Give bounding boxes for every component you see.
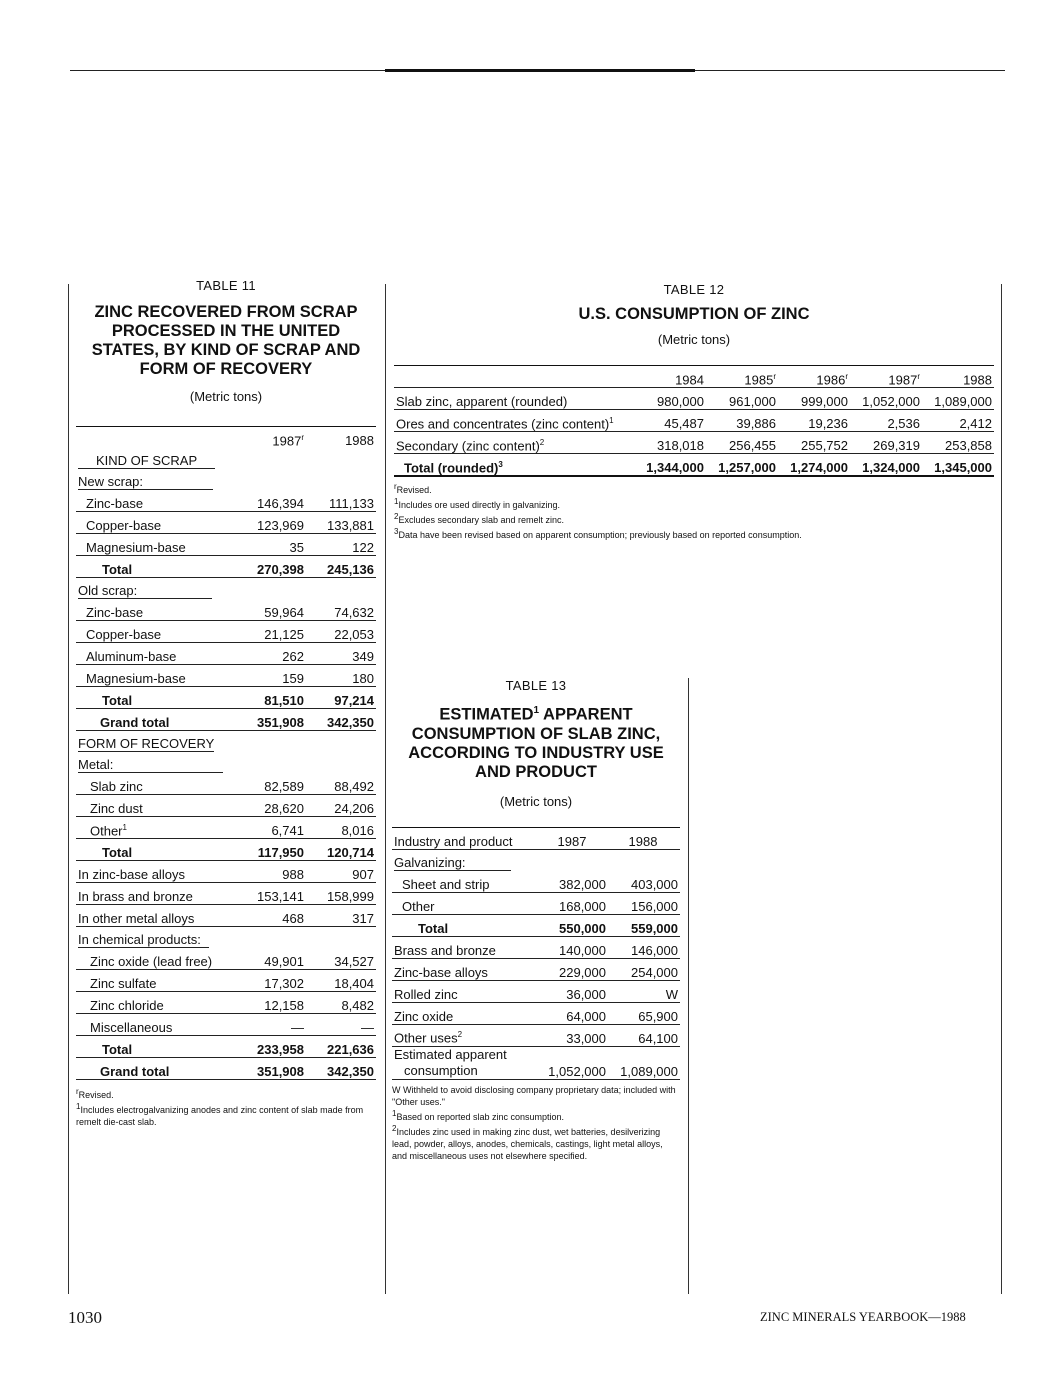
cell-value: 550,000 bbox=[538, 914, 608, 936]
column-divider-table13 bbox=[688, 678, 689, 1294]
cell-value: 17,302 bbox=[234, 970, 306, 992]
table-row bbox=[76, 643, 376, 665]
row-label: Slab zinc bbox=[76, 773, 234, 795]
cell-value: 111,133 bbox=[306, 490, 376, 512]
table-row bbox=[76, 861, 376, 883]
row-label: Total bbox=[76, 556, 234, 578]
row-label: Grand total bbox=[76, 709, 234, 731]
cell-value: 45,487 bbox=[634, 410, 706, 432]
cell-value: 153,141 bbox=[234, 883, 306, 905]
section-header: Metal: bbox=[76, 752, 376, 773]
section-header: In chemical products: bbox=[76, 927, 376, 949]
footnote-2: $^2$Includes zinc used in making zinc dust, wet batteries, desilverizing lead, powder, alloys, anodes, chemicals, castings, light metal alloys, and miscellaneous uses not elsewhere specified. bbox=[392, 1123, 663, 1161]
table-row bbox=[76, 599, 376, 621]
table-row bbox=[76, 512, 376, 534]
table-row bbox=[76, 883, 376, 905]
row-label: Zinc-base alloys bbox=[392, 958, 538, 980]
cell-value: 180 bbox=[306, 665, 376, 687]
table-number: TABLE 13 bbox=[505, 678, 567, 693]
col-header: 1988 bbox=[922, 366, 994, 388]
row-label: Magnesium-base bbox=[76, 534, 234, 556]
table-row bbox=[76, 817, 376, 839]
cell-value: 233,958 bbox=[234, 1036, 306, 1058]
row-label: Zinc chloride bbox=[76, 992, 234, 1014]
row-label: Slab zinc, apparent (rounded) bbox=[394, 388, 634, 410]
footnote-1: $^1$Includes ore used directly in galvanizing. bbox=[394, 497, 561, 510]
cell-value: 254,000 bbox=[608, 958, 680, 980]
cell-value: 269,319 bbox=[850, 432, 922, 454]
row-label: Zinc oxide (lead free) bbox=[76, 948, 234, 970]
row-label: Brass and bronze bbox=[392, 936, 538, 958]
cell-value: 74,632 bbox=[306, 599, 376, 621]
cell-value: 88,492 bbox=[306, 773, 376, 795]
cell-value: 351,908 bbox=[234, 1058, 306, 1080]
row-label: Total bbox=[76, 687, 234, 709]
cell-value: 2,412 bbox=[922, 410, 994, 432]
cell-value: 403,000 bbox=[608, 871, 680, 893]
col-header: 1984 bbox=[634, 366, 706, 388]
cell-value: 256,455 bbox=[706, 432, 778, 454]
cell-value: 35 bbox=[234, 534, 306, 556]
row-label: In other metal alloys bbox=[76, 905, 234, 927]
cell-value: 34,527 bbox=[306, 948, 376, 970]
table-row bbox=[392, 980, 680, 1002]
table-row bbox=[76, 773, 376, 795]
grand-total-row bbox=[76, 709, 376, 731]
cell-value: 81,510 bbox=[234, 687, 306, 709]
table-row bbox=[392, 871, 680, 893]
table-body bbox=[392, 828, 680, 1080]
row-label: Miscellaneous bbox=[76, 1014, 234, 1036]
cell-value: 8,482 bbox=[306, 992, 376, 1014]
table-13 bbox=[392, 678, 680, 1162]
cell-value: 123,969 bbox=[234, 512, 306, 534]
table-row bbox=[394, 432, 994, 454]
row-label: Total bbox=[76, 1036, 234, 1058]
table-row bbox=[76, 490, 376, 512]
cell-value: 961,000 bbox=[706, 388, 778, 410]
cell-value: 133,881 bbox=[306, 512, 376, 534]
row-label: Zinc-base bbox=[76, 599, 234, 621]
row-label: Zinc oxide bbox=[392, 1002, 538, 1024]
row-label: In zinc-base alloys bbox=[76, 861, 234, 883]
top-rule-heavy bbox=[385, 69, 695, 72]
cell-value: 318,018 bbox=[634, 432, 706, 454]
section-header: Old scrap: bbox=[76, 578, 376, 600]
row-label: In brass and bronze bbox=[76, 883, 234, 905]
footnote-revised: $^r$Revised. bbox=[394, 482, 432, 495]
table-row bbox=[76, 1014, 376, 1036]
row-label: Grand total bbox=[76, 1058, 234, 1080]
section-header: New scrap: bbox=[76, 469, 376, 490]
cell-value: 140,000 bbox=[538, 936, 608, 958]
cell-value: 146,394 bbox=[234, 490, 306, 512]
table-number: TABLE 11 bbox=[196, 278, 256, 293]
table-row bbox=[76, 992, 376, 1014]
table-row bbox=[76, 905, 376, 927]
table-row bbox=[76, 970, 376, 992]
table-units: (Metric tons) bbox=[657, 332, 731, 347]
table-body bbox=[394, 366, 994, 477]
column-divider-left bbox=[68, 284, 69, 1294]
cell-value: 82,589 bbox=[234, 773, 306, 795]
cell-value: 117,950 bbox=[234, 839, 306, 861]
running-title: ZINC MINERALS YEARBOOK—1988 bbox=[760, 1310, 966, 1324]
row-label: Other bbox=[392, 892, 538, 914]
page-number: 1030 bbox=[68, 1308, 102, 1327]
cell-value: 39,886 bbox=[706, 410, 778, 432]
cell-value: 999,000 bbox=[778, 388, 850, 410]
footnote-w: W Withheld to avoid disclosing company proprietary data; included with "Other uses." bbox=[392, 1084, 676, 1107]
cell-value: 342,350 bbox=[306, 1058, 376, 1080]
cell-value: 351,908 bbox=[234, 709, 306, 731]
cell-value: 36,000 bbox=[538, 980, 608, 1002]
row-label: Zinc-base bbox=[76, 490, 234, 512]
table-row bbox=[76, 665, 376, 687]
cell-value: 262 bbox=[234, 643, 306, 665]
cell-value: 349 bbox=[306, 643, 376, 665]
grand-total-row bbox=[76, 1058, 376, 1080]
cell-value: 168,000 bbox=[538, 892, 608, 914]
row-label: Ores and concentrates (zinc content)$^1$ bbox=[394, 410, 634, 432]
cell-value: 24,206 bbox=[306, 795, 376, 817]
table-row bbox=[392, 1002, 680, 1024]
footnotes bbox=[392, 1084, 680, 1162]
table-row bbox=[392, 892, 680, 914]
header-row: Industry and product 1987 1988 bbox=[392, 828, 680, 850]
footnote-3: $^3$Data have been revised based on apparent consumption; previously based on reported consumption. bbox=[394, 527, 802, 540]
cell-value: 97,214 bbox=[306, 687, 376, 709]
cell-value: 120,714 bbox=[306, 839, 376, 861]
cell-value: 468 bbox=[234, 905, 306, 927]
section-header: Galvanizing: bbox=[392, 849, 680, 871]
cell-value: 122 bbox=[306, 534, 376, 556]
row-label: Total (rounded)$^3$ bbox=[394, 454, 634, 477]
cell-value: 1,257,000 bbox=[706, 454, 778, 477]
cell-value: 907 bbox=[306, 861, 376, 883]
column-divider-right bbox=[1001, 284, 1002, 1294]
cell-value: 253,858 bbox=[922, 432, 994, 454]
cell-value: 2,536 bbox=[850, 410, 922, 432]
cell-value: 1,089,000 bbox=[608, 1046, 680, 1079]
table-row bbox=[392, 1024, 680, 1046]
row-label: Secondary (zinc content)$^2$ bbox=[394, 432, 634, 454]
table-title: ZINC RECOVERED FROM SCRAP PROCESSED IN THE UNITED STATES, BY KIND OF SCRAP AND FORM OF RECOVERY bbox=[91, 303, 361, 378]
col-header: 1988 bbox=[345, 433, 374, 448]
col-header: 1987$^r$ bbox=[272, 432, 304, 448]
footnotes bbox=[394, 481, 994, 541]
column-divider-middle bbox=[385, 284, 386, 1294]
section-header: FORM OF RECOVERY bbox=[78, 736, 215, 751]
col-header: 1987$^r$ bbox=[850, 366, 922, 388]
cell-value: 8,016 bbox=[306, 817, 376, 839]
cell-value: 1,274,000 bbox=[778, 454, 850, 477]
row-label: Total bbox=[76, 839, 234, 861]
table-row bbox=[76, 948, 376, 970]
cell-value: 317 bbox=[306, 905, 376, 927]
cell-value: 19,236 bbox=[778, 410, 850, 432]
footnote-2: $^2$Excludes secondary slab and remelt zinc. bbox=[394, 512, 565, 525]
footnote-1: $^1$Based on reported slab zinc consumption. bbox=[392, 1108, 565, 1122]
cell-value: 49,901 bbox=[234, 948, 306, 970]
cell-value: 22,053 bbox=[306, 621, 376, 643]
table-title: ESTIMATED$^1$ APPARENT CONSUMPTION OF SLAB ZINC, ACCORDING TO INDUSTRY USE AND PRODUCT bbox=[408, 705, 664, 781]
cell-value: 1,052,000 bbox=[538, 1046, 608, 1079]
table-11 bbox=[76, 278, 376, 1128]
cell-value: 988 bbox=[234, 861, 306, 883]
cell-value: 1,089,000 bbox=[922, 388, 994, 410]
row-label: Other uses$^2$ bbox=[392, 1024, 538, 1046]
cell-value: 33,000 bbox=[538, 1024, 608, 1046]
cell-value: 64,100 bbox=[608, 1024, 680, 1046]
cell-value: — bbox=[306, 1014, 376, 1036]
cell-value: 342,350 bbox=[306, 709, 376, 731]
data-table bbox=[76, 427, 376, 448]
cell-value: 1,324,000 bbox=[850, 454, 922, 477]
table-row bbox=[392, 958, 680, 980]
cell-value: 245,136 bbox=[306, 556, 376, 578]
total-row bbox=[76, 1036, 376, 1058]
cell-value: 18,404 bbox=[306, 970, 376, 992]
cell-value: 28,620 bbox=[234, 795, 306, 817]
total-row bbox=[76, 687, 376, 709]
cell-value: 221,636 bbox=[306, 1036, 376, 1058]
row-label: Other$^1$ bbox=[76, 817, 234, 839]
cell-value: 158,999 bbox=[306, 883, 376, 905]
table-row bbox=[76, 534, 376, 556]
estimated-total-row: Estimated apparent consumption 1,052,000 1,089,000 bbox=[394, 1046, 678, 1079]
table-12 bbox=[394, 282, 994, 541]
cell-value: 156,000 bbox=[608, 892, 680, 914]
row-label: Magnesium-base bbox=[76, 665, 234, 687]
row-label: Rolled zinc bbox=[392, 980, 538, 1002]
total-row bbox=[392, 914, 680, 936]
cell-value: 559,000 bbox=[608, 914, 680, 936]
cell-value: 21,125 bbox=[234, 621, 306, 643]
cell-value: 146,000 bbox=[608, 936, 680, 958]
cell-value: 6,741 bbox=[234, 817, 306, 839]
table-units: (Metric tons) bbox=[189, 389, 263, 404]
table-units: (Metric tons) bbox=[499, 793, 573, 809]
row-label: Total bbox=[392, 914, 538, 936]
row-label: Sheet and strip bbox=[392, 871, 538, 893]
cell-value: 229,000 bbox=[538, 958, 608, 980]
cell-value: 382,000 bbox=[538, 871, 608, 893]
cell-value: 255,752 bbox=[778, 432, 850, 454]
table-number: TABLE 12 bbox=[663, 282, 725, 297]
footnote-revised: $^r$Revised. bbox=[76, 1087, 114, 1100]
table-title: U.S. CONSUMPTION OF ZINC bbox=[578, 305, 810, 323]
total-row bbox=[76, 556, 376, 578]
cell-value: 59,964 bbox=[234, 599, 306, 621]
col-header: 1986$^r$ bbox=[778, 366, 850, 388]
row-label: Aluminum-base bbox=[76, 643, 234, 665]
cell-value: 270,398 bbox=[234, 556, 306, 578]
total-row bbox=[394, 454, 994, 477]
cell-value: 1,052,000 bbox=[850, 388, 922, 410]
cell-value: 980,000 bbox=[634, 388, 706, 410]
header-row bbox=[394, 366, 994, 388]
table-row bbox=[392, 936, 680, 958]
row-label: Zinc dust bbox=[76, 795, 234, 817]
row-label: Zinc sulfate bbox=[76, 970, 234, 992]
cell-value: 65,900 bbox=[608, 1002, 680, 1024]
table-body bbox=[76, 448, 376, 1080]
table-row bbox=[76, 621, 376, 643]
table-row bbox=[394, 410, 994, 432]
cell-value: 1,344,000 bbox=[634, 454, 706, 477]
table-row bbox=[76, 795, 376, 817]
cell-value: W bbox=[608, 980, 680, 1002]
total-row bbox=[76, 839, 376, 861]
footnote-1: $^1$Includes electrogalvanizing anodes and zinc content of slab made from remelt die-cast slab. bbox=[76, 1102, 364, 1127]
col-header: 1985$^r$ bbox=[706, 366, 778, 388]
table-row bbox=[394, 388, 994, 410]
cell-value: 1,345,000 bbox=[922, 454, 994, 477]
row-label: Copper-base bbox=[76, 621, 234, 643]
cell-value: 64,000 bbox=[538, 1002, 608, 1024]
row-label: Copper-base bbox=[76, 512, 234, 534]
cell-value: — bbox=[234, 1014, 306, 1036]
cell-value: 159 bbox=[234, 665, 306, 687]
section-header: KIND OF SCRAP bbox=[76, 448, 376, 469]
cell-value: 12,158 bbox=[234, 992, 306, 1014]
footnotes bbox=[76, 1086, 376, 1128]
